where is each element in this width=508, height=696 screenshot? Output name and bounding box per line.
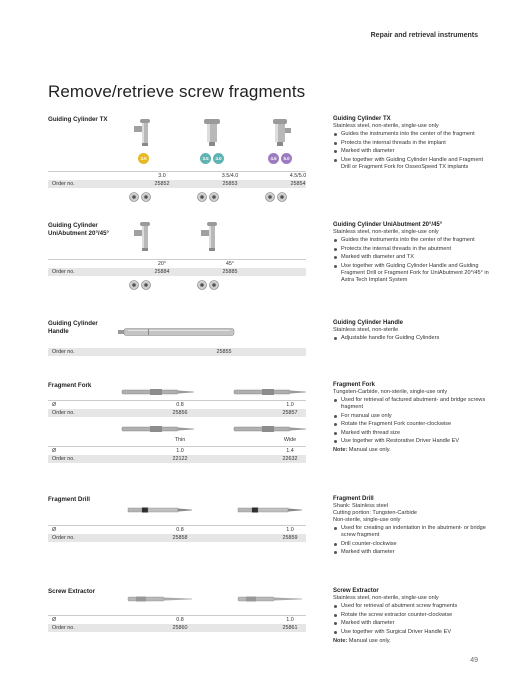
description-title: Screw Extractor [333,588,379,594]
table-row [48,436,306,444]
table-row [48,259,306,268]
bullet-item: For manual use only [333,413,493,420]
order-number: 25854 [290,181,306,188]
table-row [48,446,306,455]
table-row [48,409,306,417]
description-material: Stainless steel, non-sterile, single-use only [333,595,439,601]
table-row [48,348,306,356]
fragment-fork-image-1-0 [232,387,312,397]
bullet-item: Adjustable handle for Guiding Cylinders [333,335,493,342]
bullet-item: Protects the internal threads in the abutment [333,246,493,253]
diameter-value: 1.0 [286,617,294,624]
description-guiding-cylinder-uniabutment [333,222,493,285]
table-row [48,171,306,180]
description-material: Stainless steel, non-sterile, single-use only [333,123,439,129]
fragment-fork-image-wide [232,424,312,434]
table-row [48,455,306,463]
guiding-cylinder-handle-image [118,327,238,337]
order-number: 25853 [222,181,238,188]
section-title-fragment-drill: Fragment Drill [48,496,90,503]
diameter-label: Ø [52,527,57,534]
guiding-cylinder-tx-image-2 [199,118,225,148]
diameter-badge-3-5: 3.5 [200,153,211,164]
angle-value: 45° [225,261,235,268]
diameter-value: 3.5/4.0 [221,173,239,180]
bullet-item: Used for creating an indentation in the abutment- or bridge screw fragment [333,525,493,539]
angle-value: 20° [157,261,167,268]
bullet-item: Drill counter-clockwise [333,541,493,548]
description-title: Guiding Cylinder Handle [333,320,404,326]
description-title: Guiding Cylinder UniAbutment 20°/45° [333,222,443,228]
order-number: 25860 [172,625,188,632]
diameter-value: 0.8 [176,527,184,534]
description-material: Stainless steel, non-sterile, single-use only [333,229,439,235]
description-guiding-cylinder-handle [333,320,493,344]
description-material: Cutting portion: Tungsten-Carbide [333,510,417,516]
table-row [48,180,306,188]
bullet-item: Marked with diameter [333,148,493,155]
note-text: Manual use only. [347,637,391,644]
bullet-item: Marked with diameter and TX [333,254,493,261]
description-material: Non-sterile, single-use only [333,517,401,523]
note [333,638,493,645]
description-title: Fragment Fork [333,382,376,388]
note-label: Note: [333,447,348,453]
order-number: 25857 [282,410,298,417]
table-row [48,268,306,276]
description-title: Fragment Drill [333,496,374,502]
order-number: 22122 [172,456,188,463]
diameter-label: Ø [52,402,57,409]
order-no-label: Order no. [52,535,75,542]
diameter-badge-4-5: 4.5 [268,153,279,164]
diameter-badge-5-0: 5.0 [281,153,292,164]
order-no-label: Order no. [52,410,75,417]
diameter-label: Ø [52,448,57,455]
description-fragment-fork [333,382,493,454]
diameter-value: 1.0 [286,402,294,409]
screw-extractor-image-1-0 [238,594,306,604]
bullet-item: Guides the instruments into the center of the fragment [333,131,493,138]
order-number: 25852 [154,181,170,188]
description-guiding-cylinder-tx [333,116,493,172]
description-title: Guiding Cylinder TX [333,116,391,122]
order-number: 25859 [282,535,298,542]
table-row [48,400,306,409]
diameter-badge-4-0: 4.0 [213,153,224,164]
bullet-item: Marked with thread size [333,430,493,437]
section-title-guiding-cylinder-handle: Guiding Cylinder Handle [48,320,98,335]
end-view-icons [128,191,308,203]
guiding-cylinder-tx-image-3 [267,118,293,148]
page-title: Remove/retrieve screw fragments [48,82,306,101]
end-view-icons [128,279,238,291]
table-row [48,534,306,542]
diameter-badge-3-0: 3.0 [138,153,149,164]
order-number: 25884 [154,269,170,276]
diameter-value: 1.0 [286,527,294,534]
order-number: 22632 [282,456,298,463]
section-title-guiding-cylinder-tx: Guiding Cylinder TX [48,116,108,123]
bullet-item: Used for retrieval of factured abutment- and bridge screws fragment [333,397,493,411]
guiding-cylinder-tx-image-1 [132,118,158,148]
bullet-item: Marked with diameter [333,620,493,627]
description-material: Tungsten-Carbide, non-sterile, single-use only [333,389,448,395]
section-title-fragment-fork: Fragment Fork [48,382,92,389]
uniabutment-cylinder-image-1 [132,221,158,253]
bullet-item: Use together with Restorative Driver Handle EV [333,438,493,445]
fragment-drill-image-0-8 [128,505,196,515]
order-number: 25885 [222,269,238,276]
table-row [48,615,306,624]
order-no-label: Order no. [52,456,75,463]
order-no-label: Order no. [52,349,75,356]
diameter-label: Ø [52,617,57,624]
fragment-fork-image-0-8 [120,387,200,397]
section-title-screw-extractor: Screw Extractor [48,588,96,595]
order-number: 25861 [282,625,298,632]
running-header: Repair and retrieval instruments [370,32,478,39]
table-row [48,624,306,632]
note-label: Note: [333,637,348,644]
order-number: 25855 [216,349,232,356]
fork-type: Thin [174,437,186,444]
diameter-value: 1.0 [176,448,184,455]
bullet-item: Rotate the screw extractor counter-clockwise [333,612,493,619]
diameter-value: 0.8 [176,617,184,624]
screw-extractor-image-0-8 [128,594,196,604]
order-number: 25858 [172,535,188,542]
page-number: 49 [470,657,478,664]
description-fragment-drill [333,496,493,558]
diameter-value: 4.5/5.0 [289,173,307,180]
diameter-value: 3.0 [158,173,166,180]
fork-type: Wide [283,437,297,444]
section-title-guiding-cylinder-uniabutment: Guiding Cylinder UniAbutment 20°/45° [48,222,109,237]
description-material: Stainless steel, non-sterile [333,327,399,333]
note [333,447,493,454]
bullet-item: Used for retrieval of abutment screw fragments [333,603,493,610]
bullet-item: Guides the instruments into the center of the fragment [333,237,493,244]
uniabutment-cylinder-image-2 [199,221,225,253]
description-screw-extractor [333,588,493,645]
order-number: 25856 [172,410,188,417]
fragment-fork-image-thin [120,424,200,434]
order-no-label: Order no. [52,181,75,188]
bullet-item: Marked with diameter [333,549,493,556]
diameter-value: 0.8 [176,402,184,409]
order-no-label: Order no. [52,625,75,632]
bullet-item: Use together with Surgical Driver Handle EV [333,629,493,636]
note-text: Manual use only. [347,447,391,453]
bullet-item: Use together with Guiding Cylinder Handle and Fragment Drill or Fragment Fork for OsseoSpeed TX implants [333,157,493,171]
order-no-label: Order no. [52,269,75,276]
diameter-value: 1.4 [286,448,294,455]
bullet-item: Use together with Guiding Cylinder Handle and Guiding Fragment Drill or Fragment Fork for UniAbutment 20°/45° in Astra Tech Implant System [333,263,493,284]
bullet-item: Protects the internal threads in the implant [333,140,493,147]
table-row [48,525,306,534]
description-material: Shank: Stainless steel [333,503,389,509]
bullet-item: Rotate the Fragment Fork counter-clockwise [333,421,493,428]
fragment-drill-image-1-0 [238,505,306,515]
